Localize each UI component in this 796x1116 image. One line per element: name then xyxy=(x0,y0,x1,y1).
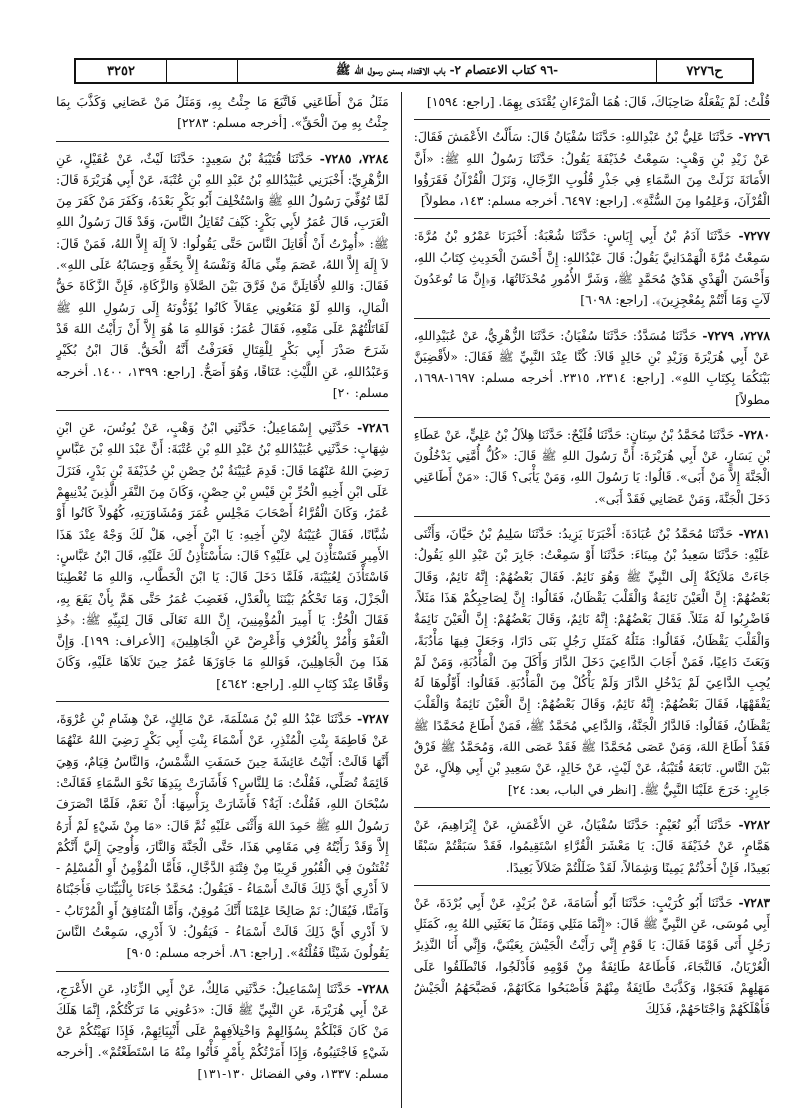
hadith-block xyxy=(414,424,770,517)
hadith-text xyxy=(56,708,389,965)
header-hadith-range: ح٧٢٧٦ xyxy=(656,60,752,82)
hadith-body: حَدَّثَنِي إِسْمَاعِيلُ: حَدَّثَنِي ابْنُ وَهْبٍ، عَنْ يُونُسَ، عَنِ ابْنِ شِهَابٍ: حَدَّثَنِي عُبَيْدُاللهِ بْنُ عَبْدِ اللهِ بْنِ عُتْبَةَ: أَنَّ عَبْدَ اللهِ بْنَ عَبَّاسٍ رَضِيَ اللهُ عَنْهُمَا قَالَ: قَدِمَ عُيَيْنَةُ بْنُ حِصْنِ بْنِ حُذَيْفَةَ بْنِ بَدْرٍ، فَنَزَلَ عَلَى ابْنِ أَخِيهِ الْحُرِّ بْنِ قَيْسِ بْنِ حِصْنٍ، وَكَانَ مِنَ النَّفَرِ الَّذِينَ يُدْنِيهِمْ عُمَرُ، وَكَانَ الْقُرَّاءُ أَصْحَابَ مَجْلِسِ عُمَرَ وَمُشَاوَرَتِهِ، كُهُولاً كَانُوا أَوْ شُبَّانًا، فَقَالَ عُيَيْنَةُ لاِبْنِ أَخِيهِ: يَا ابْنَ أَخِي، هَلْ لَكَ وَجْهٌ عِنْدَ هَذَا الأَمِيرِ فَتَسْتَأْذِنَ لِي عَلَيْهِ؟ قَالَ: سَأَسْتَأْذِنُ لَكَ عَلَيْهِ، قَالَ ابْنُ عَبَّاسٍ: فَاسْتَأْذَنَ لِعُيَيْنَةَ، فَلَمَّا دَخَلَ قَالَ: يَا ابْنَ الْخَطَّابِ، وَاللهِ مَا تُعْطِينَا الْجَزْلَ، وَمَا تَحْكُمُ بَيْنَنَا بِالْعَدْلِ، فَغَضِبَ عُمَرُ حَتَّى هَمَّ بِأَنْ يَقَعَ بِهِ، فَقَالَ الْحُرُّ: يَا أَمِيرَ الْمُؤْمِنِينَ، إِنَّ اللهَ تَعَالَى قَالَ لِنَبِيِّهِ ﷺ: ﴿خُذِ الْعَفْوَ وَأْمُرْ بِالْعُرْفِ وَأَعْرِضْ عَنِ الْجَاهِلِينَ﴾ [الأعراف: ١٩٩]. وَإِنَّ هَذَا مِنَ الْجَاهِلِينَ، فَوَاللهِ مَا جَاوَزَهَا عُمَرُ حِينَ تَلاَهَا عَلَيْهِ، وَكَانَ وَقَّافًا عِنْدَ كِتَابِ اللهِ. [راجع: ٤٦٤٢] xyxy=(56,421,389,691)
hadith-text xyxy=(414,523,770,801)
hadith-body: حَدَّثَنَا أَبُو نُعَيْمٍ: حَدَّثَنَا سُفْيَانُ، عَنِ الأَعْمَشِ، عَنْ إِبْرَاهِيمَ، عَنْ هَمَّامٍ، عَنْ حُذَيْفَةَ قَالَ: يَا مَعْشَرَ الْقُرَّاءِ اسْتَقِيمُوا، فَقَدْ سَبَقْتُمْ سَبْقًا بَعِيدًا، فَإِنْ أَخَذْتُمْ يَمِينًا وَشِمَالاً، لَقَدْ ضَلَلْتُمْ ضَلاَلاً بَعِيدًا. xyxy=(413,817,770,875)
hadith-text xyxy=(56,148,389,405)
hadith-text xyxy=(414,325,770,411)
hadith-text xyxy=(56,417,389,695)
hadith-block xyxy=(414,814,770,886)
hadith-block xyxy=(414,892,770,1027)
hadith-number: ٧٢٧٦- xyxy=(733,129,770,145)
hadith-text xyxy=(414,92,770,113)
header-page-number: ٣٢٥٢ xyxy=(107,63,135,79)
hadith-block xyxy=(414,126,770,219)
hadith-block xyxy=(414,92,770,120)
running-header xyxy=(74,58,754,84)
hadith-text xyxy=(414,126,770,212)
header-empty-cell xyxy=(166,60,237,82)
hadith-body: حَدَّثَنَا عَبْدُ اللهِ بْنُ مَسْلَمَةَ، عَنْ مَالِكٍ، عَنْ هِشَامِ بْنِ عُرْوَةَ، عَنْ فَاطِمَةَ بِنْتِ الْمُنْذِرِ، عَنْ أَسْمَاءَ بِنْتِ أَبِي بَكْرٍ رَضِيَ اللهُ عَنْهُمَا أَنَّهَا قَالَتْ: أَتَيْتُ عَائِشَةَ حِينَ خَسَفَتِ الشَّمْسُ، وَالنَّاسُ قِيَامٌ، وَهِيَ قَائِمَةٌ تُصَلِّي، فَقُلْتُ: مَا لِلنَّاسِ؟ فَأَشَارَتْ بِيَدِهَا نَحْوَ السَّمَاءِ فَقَالَتْ: سُبْحَانَ اللهِ، فَقُلْتُ: آيَةٌ؟ فَأَشَارَتْ بِرَأْسِهَا: أَنْ نَعَمْ، فَلَمَّا انْصَرَفَ رَسُولُ اللهِ ﷺ حَمِدَ اللهَ وَأَثْنَى عَلَيْهِ ثُمَّ قَالَ: «مَا مِنْ شَيْءٍ لَمْ أَرَهُ إِلاَّ وَقَدْ رَأَيْتُهُ فِي مَقَامِي هَذَا، حَتَّى الْجَنَّةَ وَالنَّارَ، وَأُوحِيَ إِلَيَّ أَنَّكُمْ تُفْتَنُونَ فِي الْقُبُورِ قَرِيبًا مِنْ فِتْنَةِ الدَّجَّالِ، فَأَمَّا الْمُؤْمِنُ أَوِ الْمُسْلِمُ - لاَ أَدْرِي أَيَّ ذَلِكَ قَالَتْ أَسْمَاءُ - فَيَقُولُ: مُحَمَّدٌ جَاءَنَا بِالْبَيِّنَاتِ فَأَجَبْنَاهُ وَآمَنَّا، فَيُقَالُ: نَمْ صَالِحًا عَلِمْنَا أَنَّكَ مُوقِنٌ، وَأَمَّا الْمُنَافِقُ أَوِ الْمُرْتَابُ - لاَ أَدْرِي أَيَّ ذَلِكَ قَالَتْ أَسْمَاءُ - فَيَقُولُ: لاَ أَدْرِي، سَمِعْتُ النَّاسَ يَقُولُونَ شَيْئًا فَقُلْتُهُ». [راجع: ٨٦. أخرجه مسلم: ٩٠٥] xyxy=(56,712,389,961)
hadith-body: مَثَلُ مَنْ أَطَاعَنِي فَاتَّبَعَ مَا جِئْتُ بِهِ، وَمَثَلُ مَنْ عَصَانِي وَكَذَّبَ بِمَا جِئْتُ بِهِ مِنَ الْحَقِّ». [أخرجه مسلم: ٢٢٨٣] xyxy=(56,95,389,131)
hadith-number: ٧٢٨٧- xyxy=(351,711,389,727)
hadith-block xyxy=(56,417,389,702)
right-column xyxy=(401,92,770,1108)
left-column xyxy=(56,92,401,1108)
hadith-block xyxy=(56,708,389,972)
hadith-body: حَدَّثَنَا مُحَمَّدُ بْنُ سِنَانٍ: حَدَّثَنَا فُلَيْحٌ: حَدَّثَنَا هِلاَلُ بْنُ عَلِيٍّ، عَنْ عَطَاءِ بْنِ يَسَارٍ، عَنْ أَبِي هُرَيْرَةَ: أَنَّ رَسُولَ اللهِ ﷺ قَالَ: «كُلُّ أُمَّتِي يَدْخُلُونَ الْجَنَّةَ إِلاَّ مَنْ أَبَى». قَالُوا: يَا رَسُولَ اللهِ، وَمَنْ يَأْبَى؟ قَالَ: «مَنْ أَطَاعَنِي دَخَلَ الْجَنَّةَ، وَمَنْ عَصَانِي فَقَدْ أَبَى». xyxy=(413,427,770,506)
hadith-body: حَدَّثَنَا أَبُو كُرَيْبٍ: حَدَّثَنَا أَبُو أُسَامَةَ، عَنْ بُرَيْدٍ، عَنْ أَبِي بُرْدَةَ، عَنْ أَبِي مُوسَى، عَنِ النَّبِيِّ ﷺ قَالَ: «إِنَّمَا مَثَلِي وَمَثَلُ مَا بَعَثَنِي اللهُ بِهِ، كَمَثَلِ رَجُلٍ أَتَى قَوْمًا فَقَالَ: يَا قَوْمِ إِنِّي رَأَيْتُ الْجَيْشَ بِعَيْنَيَّ، وَإِنِّي أَنَا النَّذِيرُ الْعُرْيَانُ، فَالنَّجَاءَ، فَأَطَاعَهُ طَائِفَةٌ مِنْ قَوْمِهِ فَأَدْلَجُوا، فَانْطَلَقُوا عَلَى مَهَلِهِمْ فَنَجَوْا، وَكَذَّبَتْ طَائِفَةٌ مِنْهُمْ فَأَصْبَحُوا مَكَانَهُمْ، فَصَبَّحَهُمُ الْجَيْشُ فَأَهْلَكَهُمْ وَاجْتَاحَهُمْ، فَذَلِكَ xyxy=(413,895,770,1017)
hadith-text xyxy=(414,225,770,311)
hadith-number: ٧٢٨٠- xyxy=(734,426,770,442)
hadith-number: ٧٢٨١- xyxy=(733,526,770,542)
hadith-block xyxy=(414,523,770,808)
hadith-number: ٧٢٨٦- xyxy=(349,420,389,436)
hadith-number: ٧٢٨٨- xyxy=(351,980,389,996)
hadith-text xyxy=(414,892,770,1021)
hadith-body: حَدَّثَنَا عَلِيُّ بْنُ عَبْدِاللهِ: حَدَّثَنَا سُفْيَانُ قَالَ: سَأَلْتُ الأَعْمَشَ فَقَالَ: عَنْ زَيْدِ بْنِ وَهْبٍ: سَمِعْتُ حُذَيْفَةَ يَقُولُ: حَدَّثَنَا رَسُولُ اللهِ ﷺ: «أَنَّ الأَمَانَةَ نَزَلَتْ مِنَ السَّمَاءِ فِي جَذْرِ قُلُوبِ الرِّجَالِ، وَنَزَلَ الْقُرْآنُ فَقَرَؤُوا الْقُرْآنَ، وَعَلِمُوا مِنَ السُّنَّةِ». [راجع: ٦٤٩٧. أخرجه مسلم: ١٤٣، مطولاً] xyxy=(413,130,770,209)
hadith-text xyxy=(56,92,389,135)
hadith-block xyxy=(56,148,389,412)
header-title: -٩٦ كتاب الاعتصام ٢- باب الاقتداء بسنن رسول الله ﷺ xyxy=(237,60,656,82)
hadith-body: حَدَّثَنَا آدَمُ بْنُ أَبِي إِيَاسٍ: حَدَّثَنَا شُعْبَةُ: أَخْبَرَنَا عَمْرُو بْنُ مُرَّةَ: سَمِعْتُ مُرَّةَ الْهَمْدَانِيَّ يَقُولُ: قَالَ عَبْدُاللهِ: إِنَّ أَحْسَنَ الْحَدِيثِ كِتَابُ اللهِ، وَأَحْسَنَ الْهَدْيِ هَدْيُ مُحَمَّدٍ ﷺ، وَشَرَّ الأُمُورِ مُحْدَثَاتُهَا، وَ﴿إِنَّ مَا تُوعَدُونَ لَآتٍ وَمَا أَنْتُمْ بِمُعْجِزِينَ﴾. [راجع: ٦٠٩٨] xyxy=(413,229,770,308)
hadith-block xyxy=(56,92,389,142)
hadith-number: ٧٢٨٢- xyxy=(731,816,770,832)
hadith-number: ٧٢٨٣- xyxy=(732,894,770,910)
hadith-block xyxy=(414,225,770,318)
hadith-body: حَدَّثَنَا إِسْمَاعِيلُ: حَدَّثَنِي مَالِكٌ، عَنْ أَبِي الزِّنَادِ، عَنِ الأَعْرَجِ، عَنْ أَبِي هُرَيْرَةَ، عَنِ النَّبِيِّ ﷺ قَالَ: «دَعُونِي مَا تَرَكْتُكُمْ، إِنَّمَا هَلَكَ مَنْ كَانَ قَبْلَكُمْ بِسُؤَالِهِمْ وَاخْتِلاَفِهِمْ عَلَى أَنْبِيَائِهِمْ، فَإِذَا نَهَيْتُكُمْ عَنْ شَيْءٍ فَاجْتَنِبُوهُ، وَإِذَا أَمَرْتُكُمْ بِأَمْرٍ فَأْتُوا مِنْهُ مَا اسْتَطَعْتُمْ». [أخرجه مسلم: ١٣٣٧، وفي الفضائل ١٣٠-١٣١] xyxy=(56,981,389,1081)
hadith-number: ٧٢٨٤، ٧٢٨٥- xyxy=(312,150,389,166)
hadith-text xyxy=(414,814,770,879)
hadith-block xyxy=(414,325,770,418)
hadith-number: ٧٢٧٨، ٧٢٧٩- xyxy=(696,327,770,343)
hadith-body: قُلْتُ: لَمْ يَفْعَلْهُ صَاحِبَاكَ، قَالَ: هُمَا الْمَرْءَانِ يُقْتَدَى بِهِمَا. [راجع: ١٥٩٤] xyxy=(426,95,770,109)
hadith-number: ٧٢٧٧- xyxy=(731,228,770,244)
hadith-body: حَدَّثَنَا قُتَيْبَةُ بْنُ سَعِيدٍ: حَدَّثَنَا لَيْثٌ، عَنْ عُقَيْلٍ، عَنِ الزُّهْرِيِّ: أَخْبَرَنِي عُبَيْدُاللهِ بْنُ عَبْدِ اللهِ بْنِ عُتْبَةَ، عَنْ أَبِي هُرَيْرَةَ قَالَ: لَمَّا تُوُفِّيَ رَسُولُ اللهِ ﷺ وَاسْتُخْلِفَ أَبُو بَكْرٍ بَعْدَهُ، وَكَفَرَ مَنْ كَفَرَ مِنَ الْعَرَبِ، قَالَ عُمَرُ لأَبِي بَكْرٍ: كَيْفَ تُقَاتِلُ النَّاسَ، وَقَدْ قَالَ رَسُولُ اللهِ ﷺ: «أُمِرْتُ أَنْ أُقَاتِلَ النَّاسَ حَتَّى يَقُولُوا: لاَ إِلَهَ إِلاَّ اللهُ، فَمَنْ قَالَ: لاَ إِلَهَ إِلاَّ اللهُ، عَصَمَ مِنِّي مَالَهُ وَنَفْسَهُ إِلاَّ بِحَقِّهِ وَحِسَابُهُ عَلَى اللهِ». فَقَالَ: وَاللهِ لأُقَاتِلَنَّ مَنْ فَرَّقَ بَيْنَ الصَّلاَةِ وَالزَّكَاةِ، فَإِنَّ الزَّكَاةَ حَقُّ الْمَالِ، وَاللهِ لَوْ مَنَعُونِي عِقَالاً كَانُوا يُؤَدُّونَهُ إِلَى رَسُولِ اللهِ ﷺ لَقَاتَلْتُهُمْ عَلَى مَنْعِهِ، فَقَالَ عُمَرُ: فَوَاللهِ مَا هُوَ إِلاَّ أَنْ رَأَيْتُ اللهَ قَدْ شَرَحَ صَدْرَ أَبِي بَكْرٍ لِلْقِتَالِ فَعَرَفْتُ أَنَّهُ الْحَقُّ. قَالَ ابْنُ بُكَيْرٍ وَعَبْدُاللهِ، عَنِ اللَّيْثِ: عَنَاقًا، وَهُوَ أَصَحُّ. [راجع: ١٣٩٩، ١٤٠٠. أخرجه مسلم: ٢٠] xyxy=(56,151,389,400)
text-columns xyxy=(56,92,770,1108)
hadith-body: حَدَّثَنَا مُسَدَّدٌ: حَدَّثَنَا سُفْيَانُ: حَدَّثَنَا الزُّهْرِيُّ، عَنْ عُبَيْدِاللهِ، عَنْ أَبِي هُرَيْرَةَ وَزَيْدِ بْنِ خَالِدٍ قَالاَ: كُنَّا عِنْدَ النَّبِيِّ ﷺ فَقَالَ: «لأَقْضِيَنَّ بَيْنَكُمَا بِكِتَابِ اللهِ». [راجع: ٢٣١٤، ٢٣١٥. أخرجه مسلم: ١٦٩٧-١٦٩٨، مطولاً] xyxy=(413,328,770,407)
hadith-text xyxy=(56,978,389,1085)
hadith-body: حَدَّثَنَا مُحَمَّدُ بْنُ عُبَادَةَ: أَخْبَرَنَا يَزِيدُ: حَدَّثَنَا سَلِيمُ بْنُ حَيَّانَ، وَأَثْنَى عَلَيْهِ: حَدَّثَنَا سَعِيدُ بْنُ مِينَاءَ: حَدَّثَنَا أَوْ سَمِعْتُ: جَابِرَ بْنَ عَبْدِ اللهِ يَقُولُ: جَاءَتْ مَلاَئِكَةٌ إِلَى النَّبِيِّ ﷺ وَهُوَ نَائِمٌ. فَقَالَ بَعْضُهُمْ: إِنَّهُ نَائِمٌ، وَقَالَ بَعْضُهُمْ: إِنَّ الْعَيْنَ نَائِمَةٌ وَالْقَلْبَ يَقْظَانُ، فَقَالُوا: إِنَّ لِصَاحِبِكُمْ هَذَا مَثَلاً، فَاضْرِبُوا لَهُ مَثَلاً. فَقَالَ بَعْضُهُمْ: إِنَّهُ نَائِمٌ، وَقَالَ بَعْضُهُمْ: إِنَّ الْعَيْنَ نَائِمَةٌ وَالْقَلْبَ يَقْظَانُ، فَقَالُوا: مَثَلُهُ كَمَثَلِ رَجُلٍ بَنَى دَارًا، وَجَعَلَ فِيهَا مَأْدُبَةً، وَبَعَثَ دَاعِيًا، فَمَنْ أَجَابَ الدَّاعِيَ دَخَلَ الدَّارَ وَأَكَلَ مِنَ الْمَأْدُبَةِ، وَمَنْ لَمْ يُجِبِ الدَّاعِيَ لَمْ يَدْخُلِ الدَّارَ وَلَمْ يَأْكُلْ مِنَ الْمَأْدُبَةِ. فَقَالُوا: أَوِّلُوهَا لَهُ يَفْقَهْهَا، فَقَالَ بَعْضُهُمْ: إِنَّهُ نَائِمٌ، وَقَالَ بَعْضُهُمْ: إِنَّ الْعَيْنَ نَائِمَةٌ وَالْقَلْبَ يَقْظَانُ، فَقَالُوا: فَالدَّارُ الْجَنَّةُ، وَالدَّاعِي مُحَمَّدٌ ﷺ، فَمَنْ أَطَاعَ مُحَمَّدًا ﷺ فَقَدْ أَطَاعَ اللهَ، وَمَنْ عَصَى مُحَمَّدًا ﷺ فَقَدْ عَصَى اللهَ، وَمُحَمَّدٌ ﷺ فَرْقٌ بَيْنَ النَّاسِ. تَابَعَهُ قُتَيْبَةُ، عَنْ لَيْثٍ، عَنْ خَالِدٍ، عَنْ سَعِيدِ بْنِ أَبِي هِلاَلٍ، عَنْ جَابِرٍ: خَرَجَ عَلَيْنَا النَّبِيُّ ﷺ. [انظر في الباب، بعد: ٢٤] xyxy=(413,527,770,797)
hadith-text xyxy=(414,424,770,510)
hadith-block xyxy=(56,978,389,1091)
